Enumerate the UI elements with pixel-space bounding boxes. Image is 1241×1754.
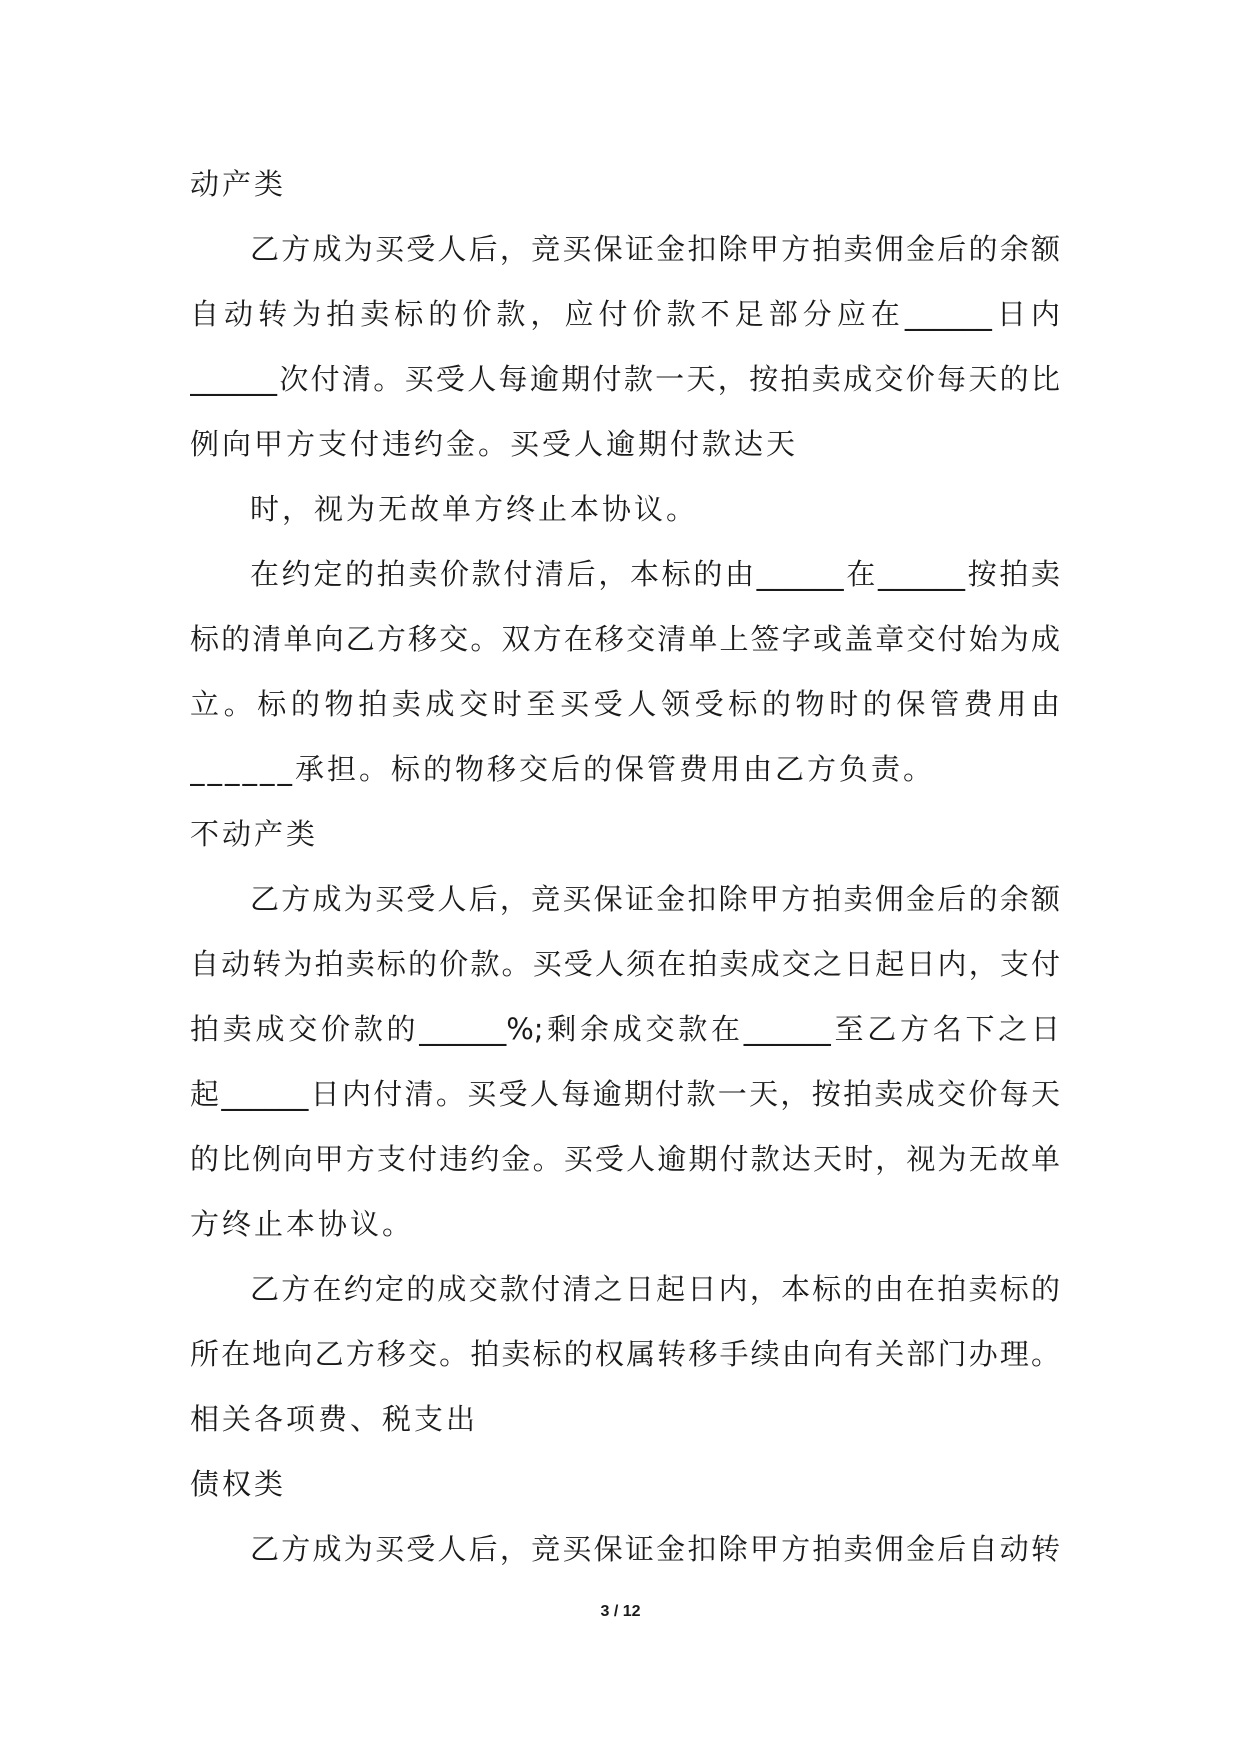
text-line: 乙方成为买受人后，竞买保证金扣除甲方拍卖佣金后的余额	[250, 232, 1060, 266]
text-line: 自动转为拍卖标的价款，应付价款不足部分应在______日内	[190, 297, 1060, 331]
text-line: 标的清单向乙方移交。双方在移交清单上签字或盖章交付始为成	[190, 622, 1060, 656]
document-body	[190, 152, 1060, 1582]
text-line: 立。标的物拍卖成交时至买受人领受标的物时的保管费用由	[190, 687, 1060, 721]
text-line: 时，视为无故单方终止本协议。	[250, 492, 699, 526]
text-line: 起______日内付清。买受人每逾期付款一天，按拍卖成交价每天	[190, 1077, 1060, 1111]
text-line: 的比例向甲方支付违约金。买受人逾期付款达天时，视为无故单	[190, 1142, 1060, 1176]
text-line: 自动转为拍卖标的价款。买受人须在拍卖成交之日起日内，支付	[190, 947, 1060, 981]
text-line: 乙方在约定的成交款付清之日起日内，本标的由在拍卖标的	[250, 1272, 1060, 1306]
text-line: 相关各项费、税支出	[190, 1402, 479, 1436]
text-line: 所在地向乙方移交。拍卖标的权属转移手续由向有关部门办理。	[190, 1337, 1060, 1371]
text-line: 债权类	[190, 1467, 287, 1501]
text-line: 乙方成为买受人后，竞买保证金扣除甲方拍卖佣金后的余额	[250, 882, 1060, 916]
text-line: 动产类	[190, 167, 287, 201]
text-line: ______次付清。买受人每逾期付款一天，按拍卖成交价每天的比	[190, 362, 1060, 396]
text-line: ______承担。标的物移交后的保管费用由乙方负责。	[190, 752, 936, 786]
text-line: 拍卖成交价款的______%;剩余成交款在______至乙方名下之日	[190, 1012, 1060, 1046]
text-line: 在约定的拍卖价款付清后，本标的由______在______按拍卖	[250, 557, 1060, 591]
text-line: 不动产类	[190, 817, 319, 851]
text-line: 方终止本协议。	[190, 1207, 415, 1241]
text-line: 乙方成为买受人后，竞买保证金扣除甲方拍卖佣金后自动转	[250, 1532, 1060, 1566]
page-number: 3 / 12	[600, 1603, 641, 1620]
text-line: 例向甲方支付违约金。买受人逾期付款达天	[190, 427, 799, 461]
